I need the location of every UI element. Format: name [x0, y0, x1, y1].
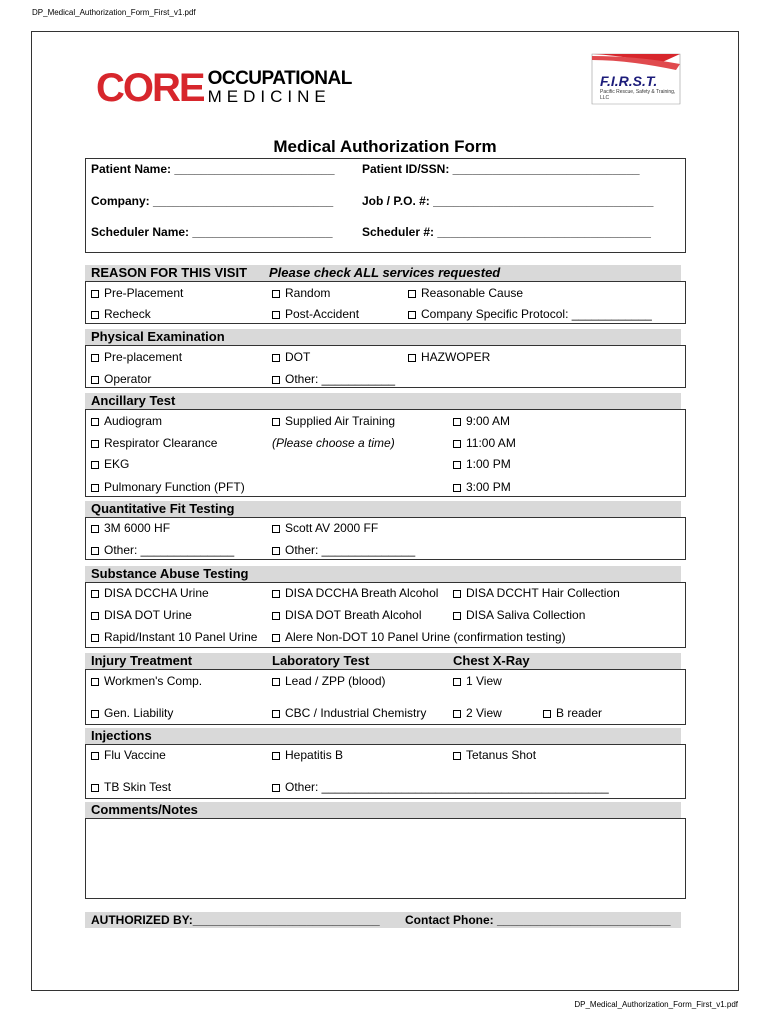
checkbox-icon[interactable]	[272, 376, 280, 384]
checkbox-pft[interactable]: Pulmonary Function (PFT)	[91, 480, 245, 494]
checkbox-reasonable-cause[interactable]: Reasonable Cause	[408, 286, 523, 300]
checkbox-icon[interactable]	[91, 354, 99, 362]
checkbox-alere-non-dot[interactable]: Alere Non-DOT 10 Panel Urine (confirmation testing)	[272, 630, 566, 644]
first-logo-word: F.I.R.S.T.	[600, 73, 658, 89]
checkbox-icon[interactable]	[91, 634, 99, 642]
checkbox-icon[interactable]	[91, 590, 99, 598]
checkbox-physical-pre-placement[interactable]: Pre-placement	[91, 350, 182, 364]
checkbox-icon[interactable]	[272, 752, 280, 760]
authorized-by-field[interactable]: AUTHORIZED BY:____________________________	[91, 913, 380, 927]
checkbox-icon[interactable]	[453, 461, 461, 469]
file-name-header: DP_Medical_Authorization_Form_First_v1.pdf	[32, 8, 196, 17]
checkbox-icon[interactable]	[91, 784, 99, 792]
checkbox-operator[interactable]: Operator	[91, 372, 151, 386]
first-logo-tagline: Pacific Rescue, Safety & Training, LLC	[600, 89, 676, 101]
checkbox-pre-placement[interactable]: Pre-Placement	[91, 286, 183, 300]
reason-header: REASON FOR THIS VISIT	[91, 265, 248, 280]
checkbox-icon[interactable]	[453, 678, 461, 686]
checkbox-1pm[interactable]: 1:00 PM	[453, 457, 511, 471]
core-logo-word: CORE	[96, 66, 204, 110]
checkbox-icon[interactable]	[453, 440, 461, 448]
checkbox-hepatitis-b[interactable]: Hepatitis B	[272, 748, 343, 762]
comments-header: Comments/Notes	[91, 802, 198, 817]
checkbox-icon[interactable]	[408, 290, 416, 298]
checkbox-disa-dccha-breath[interactable]: DISA DCCHA Breath Alcohol	[272, 586, 438, 600]
checkbox-supplied-air[interactable]: Supplied Air Training	[272, 414, 395, 428]
checkbox-icon[interactable]	[91, 752, 99, 760]
scheduler-name-field[interactable]: Scheduler Name: _____________________	[91, 225, 333, 239]
injury-header: Injury Treatment	[91, 653, 193, 668]
checkbox-icon[interactable]	[272, 590, 280, 598]
checkbox-icon[interactable]	[272, 525, 280, 533]
checkbox-icon[interactable]	[91, 418, 99, 426]
physical-header: Physical Examination	[91, 329, 225, 344]
checkbox-icon[interactable]	[272, 612, 280, 620]
injections-header: Injections	[91, 728, 152, 743]
checkbox-icon[interactable]	[453, 752, 461, 760]
checkbox-b-reader[interactable]: B reader	[543, 706, 602, 720]
checkbox-disa-dccht-hair[interactable]: DISA DCCHT Hair Collection	[453, 586, 620, 600]
substance-header: Substance Abuse Testing	[91, 566, 249, 581]
checkbox-icon[interactable]	[91, 525, 99, 533]
checkbox-company-protocol[interactable]: Company Specific Protocol: ____________	[408, 307, 652, 321]
checkbox-icon[interactable]	[453, 484, 461, 492]
checkbox-icon[interactable]	[91, 376, 99, 384]
checkbox-icon[interactable]	[272, 290, 280, 298]
xray-header: Chest X-Ray	[453, 653, 530, 668]
contact-phone-field[interactable]: Contact Phone: __________________________	[405, 913, 671, 927]
checkbox-fit-other-1[interactable]: Other: ______________	[91, 543, 234, 557]
core-logo-medicine: MEDICINE	[207, 87, 331, 106]
checkbox-icon[interactable]	[91, 311, 99, 319]
checkbox-disa-dot-breath[interactable]: DISA DOT Breath Alcohol	[272, 608, 422, 622]
checkbox-recheck[interactable]: Recheck	[91, 307, 151, 321]
scheduler-number-field[interactable]: Scheduler #: ________________________________	[362, 225, 651, 239]
fit-header: Quantitative Fit Testing	[91, 501, 235, 516]
checkbox-random[interactable]: Random	[272, 286, 330, 300]
checkbox-icon[interactable]	[91, 290, 99, 298]
patient-name-field[interactable]: Patient Name: ________________________	[91, 162, 335, 176]
checkbox-icon[interactable]	[91, 678, 99, 686]
checkbox-cbc-chemistry[interactable]: CBC / Industrial Chemistry	[272, 706, 426, 720]
checkbox-icon[interactable]	[272, 311, 280, 319]
lab-header: Laboratory Test	[272, 653, 370, 668]
patient-id-field[interactable]: Patient ID/SSN: ____________________________	[362, 162, 640, 176]
checkbox-icon[interactable]	[272, 710, 280, 718]
checkbox-ekg[interactable]: EKG	[91, 457, 129, 471]
ancillary-header: Ancillary Test	[91, 393, 176, 408]
checkbox-icon[interactable]	[408, 354, 416, 362]
checkbox-disa-dccha-urine[interactable]: DISA DCCHA Urine	[91, 586, 209, 600]
job-po-field[interactable]: Job / P.O. #: _________________________________	[362, 194, 654, 208]
checkbox-respirator[interactable]: Respirator Clearance	[91, 436, 217, 450]
form-title: Medical Authorization Form	[273, 137, 497, 156]
time-note: (Please choose a time)	[272, 436, 395, 450]
checkbox-2-view[interactable]: 2 View	[453, 706, 502, 720]
checkbox-1-view[interactable]: 1 View	[453, 674, 502, 688]
checkbox-fit-other-2[interactable]: Other: ______________	[272, 543, 415, 557]
checkbox-gen-liability[interactable]: Gen. Liability	[91, 706, 173, 720]
checkbox-disa-saliva[interactable]: DISA Saliva Collection	[453, 608, 585, 622]
checkbox-tb-skin-test[interactable]: TB Skin Test	[91, 780, 171, 794]
checkbox-injections-other[interactable]: Other: ___________________________________________	[272, 780, 609, 794]
checkbox-flu-vaccine[interactable]: Flu Vaccine	[91, 748, 166, 762]
checkbox-post-accident[interactable]: Post-Accident	[272, 307, 359, 321]
checkbox-workmens-comp[interactable]: Workmen's Comp.	[91, 674, 202, 688]
checkbox-icon[interactable]	[272, 418, 280, 426]
core-logo	[96, 66, 352, 110]
checkbox-audiogram[interactable]: Audiogram	[91, 414, 162, 428]
company-field[interactable]: Company: ___________________________	[91, 194, 334, 208]
checkbox-9am[interactable]: 9:00 AM	[453, 414, 510, 428]
checkbox-icon[interactable]	[272, 547, 280, 555]
reason-instruction: Please check ALL services requested	[269, 265, 501, 280]
checkbox-icon[interactable]	[453, 612, 461, 620]
checkbox-lead-zpp[interactable]: Lead / ZPP (blood)	[272, 674, 386, 688]
checkbox-icon[interactable]	[272, 678, 280, 686]
checkbox-scott-av2000[interactable]: Scott AV 2000 FF	[272, 521, 378, 535]
checkbox-rapid-10-panel[interactable]: Rapid/Instant 10 Panel Urine	[91, 630, 257, 644]
checkbox-icon[interactable]	[91, 461, 99, 469]
checkbox-icon[interactable]	[91, 612, 99, 620]
checkbox-disa-dot-urine[interactable]: DISA DOT Urine	[91, 608, 192, 622]
checkbox-icon[interactable]	[453, 590, 461, 598]
checkbox-icon[interactable]	[91, 547, 99, 555]
checkbox-icon[interactable]	[272, 784, 280, 792]
checkbox-3m-6000[interactable]: 3M 6000 HF	[91, 521, 170, 535]
checkbox-dot[interactable]: DOT	[272, 350, 310, 364]
checkbox-hazwoper[interactable]: HAZWOPER	[408, 350, 490, 364]
checkbox-icon[interactable]	[91, 484, 99, 492]
checkbox-icon[interactable]	[91, 710, 99, 718]
checkbox-icon[interactable]	[453, 418, 461, 426]
checkbox-icon[interactable]	[91, 440, 99, 448]
checkbox-icon[interactable]	[272, 354, 280, 362]
checkbox-11am[interactable]: 11:00 AM	[453, 436, 516, 450]
checkbox-tetanus[interactable]: Tetanus Shot	[453, 748, 536, 762]
checkbox-icon[interactable]	[543, 710, 551, 718]
checkbox-physical-other[interactable]: Other: ___________	[272, 372, 395, 386]
checkbox-icon[interactable]	[408, 311, 416, 319]
core-logo-occupational: OCCUPATIONAL	[207, 68, 352, 89]
file-name-footer: DP_Medical_Authorization_Form_First_v1.pdf	[574, 1000, 738, 1009]
injections-header-bar	[85, 728, 681, 744]
checkbox-icon[interactable]	[453, 710, 461, 718]
checkbox-icon[interactable]	[272, 634, 280, 642]
checkbox-3pm[interactable]: 3:00 PM	[453, 480, 511, 494]
comments-textarea[interactable]	[85, 818, 686, 899]
